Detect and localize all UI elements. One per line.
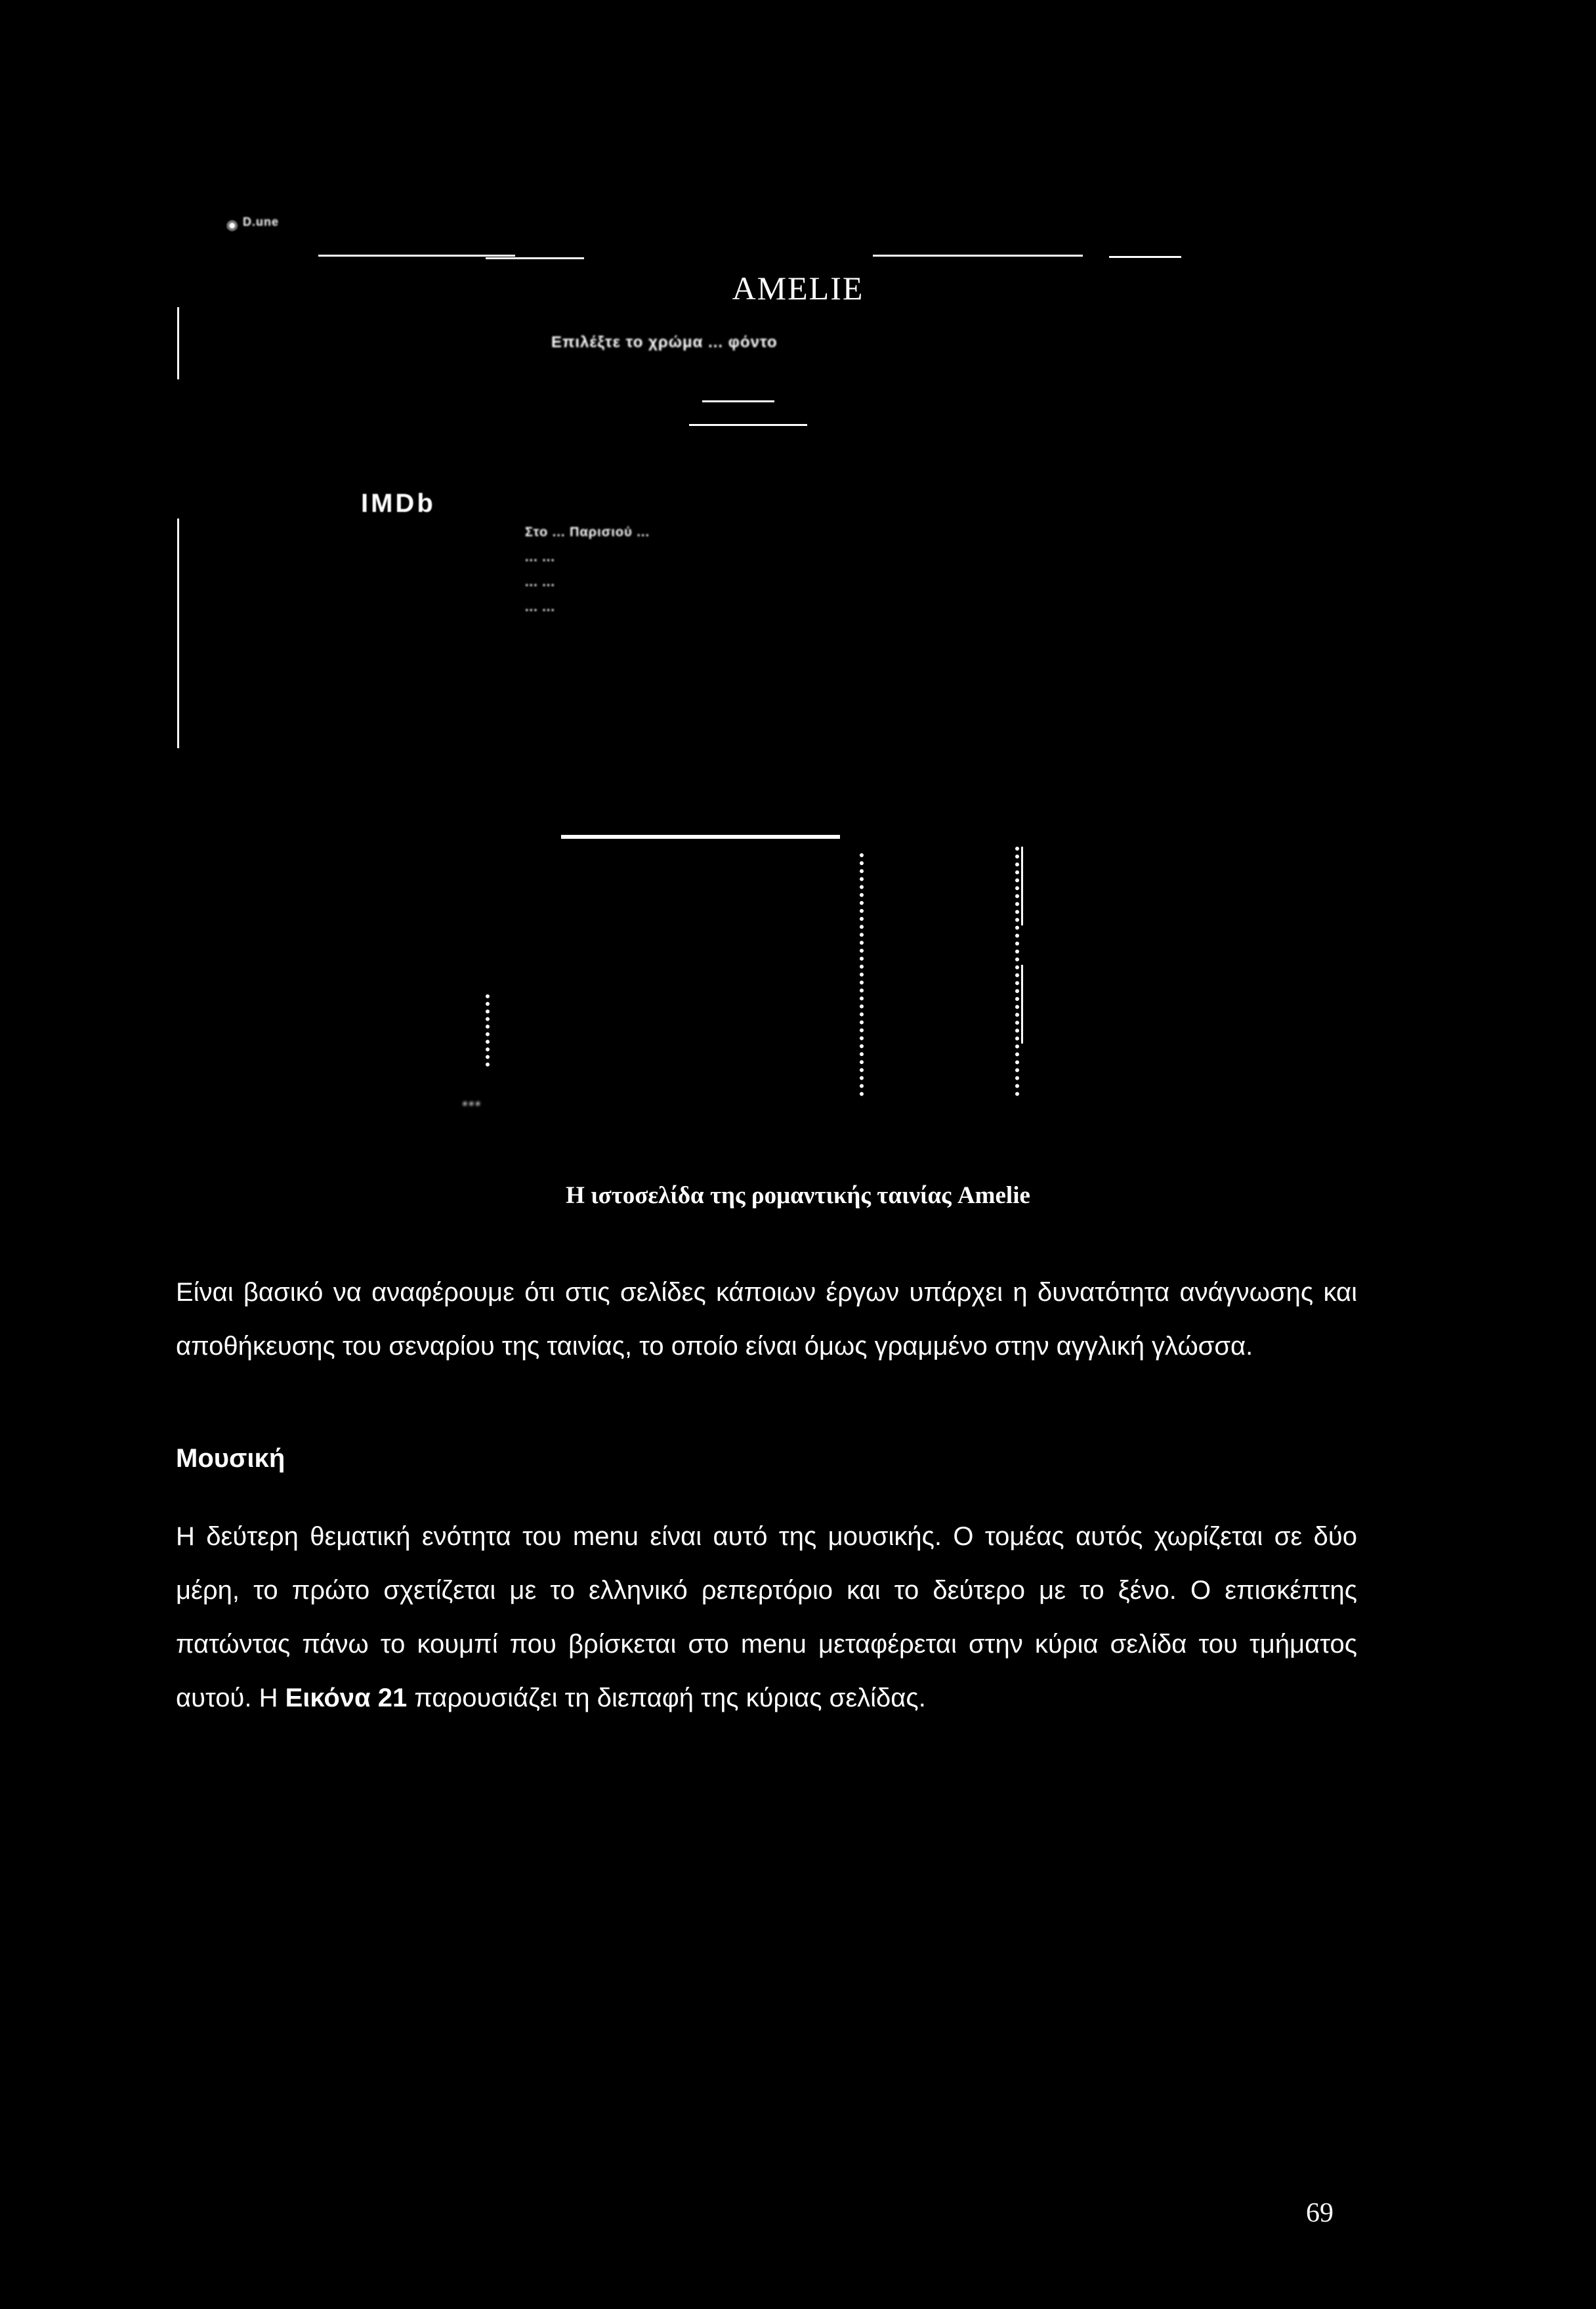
top-rule	[1109, 256, 1181, 258]
dotted-divider	[1015, 847, 1019, 1096]
frame-border	[1021, 847, 1023, 925]
dotted-divider	[860, 853, 864, 1096]
paragraph-text: παρουσιάζει τη διεπαφή της κύριας σελίδας.	[407, 1684, 926, 1712]
section-heading: Μουσική	[176, 1444, 285, 1473]
subtitle-rule	[702, 400, 774, 402]
blurb-line: Στο ... Παρισιού ...	[525, 525, 650, 540]
blurb-line: ... ...	[525, 600, 555, 614]
body-paragraph	[176, 1510, 1357, 1725]
top-rule	[318, 255, 515, 257]
screenshot-title: AMELIE	[732, 270, 864, 307]
screenshot-subtitle: Επιλέξτε το χρώμα ... φόντο	[551, 333, 778, 351]
figure-reference: Εικόνα 21	[285, 1684, 408, 1712]
top-rule	[486, 257, 584, 259]
screenshot-border	[177, 519, 179, 748]
blurb-line: ... ...	[525, 575, 555, 589]
imdb-logo[interactable]: IMDb	[361, 489, 436, 518]
top-rule	[873, 255, 1083, 257]
frame-top-rule	[561, 835, 840, 839]
subtitle-rule	[689, 424, 807, 426]
paragraph-text: Η δεύτερη θεματική ενότητα του menu είναι αυτό της μουσικής. Ο τομέας αυτός χωρίζεται σε δύο μέρη, το πρώτο σχετίζεται με το ελληνικό ρεπερτόριο και το δεύτερο με το ξένο. Ο επισκέπτης πατώντας πάνω το κουμπί που βρίσκεται στο menu μεταφέρεται στην κύρια σελίδα του τμήματος αυτού. Η	[176, 1522, 1357, 1712]
sound-icon: ◉	[226, 218, 238, 232]
dotted-divider	[486, 994, 490, 1067]
screenshot-location-text: D.une	[243, 215, 280, 228]
screenshot-badge: ...	[463, 1086, 482, 1110]
blurb-line: ... ...	[525, 550, 555, 564]
page-number: 69	[1306, 2198, 1334, 2228]
body-paragraph: Είναι βασικό να αναφέρουμε ότι στις σελίδες κάποιων έργων υπάρχει η δυνατότητα ανάγνωσης και αποθήκευσης του σεναρίου της ταινίας, το οποίο είναι όμως γραμμένο στην αγγλική γλώσσα.	[176, 1278, 1357, 1361]
frame-border	[1021, 965, 1023, 1044]
screenshot-border	[177, 307, 179, 379]
figure-caption: Η ιστοσελίδα της ρομαντικής ταινίας Amelie	[566, 1182, 1030, 1209]
